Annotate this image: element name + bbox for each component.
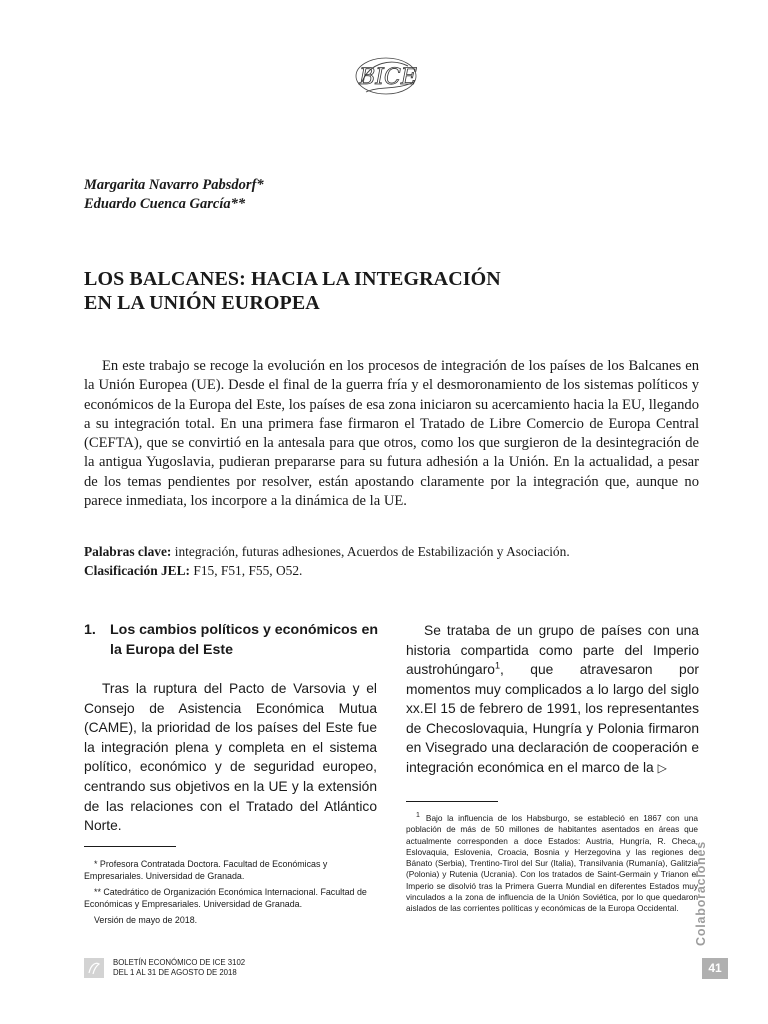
footnote-divider-left (84, 846, 176, 847)
paragraph-2-text-a: Se trataba de un grupo de países con una historia compartida como parte del Imperio austrohúngaro (406, 623, 699, 677)
jel-value: F15, F51, F55, O52. (193, 563, 303, 578)
keywords-label: Palabras clave: (84, 544, 172, 559)
journal-name: BOLETÍN ECONÓMICO DE ICE 3102 (113, 958, 246, 967)
footnote-divider-right (406, 801, 498, 802)
keywords-line (84, 542, 704, 561)
author-2: Eduardo Cuenca García** (84, 196, 246, 212)
logo-letters: BICE (359, 65, 417, 90)
body-paragraph-3 (406, 699, 699, 778)
author-1: Margarita Navarro Pabsdorf* (84, 177, 264, 193)
jel-label: Clasificación JEL: (84, 563, 191, 578)
footnote-1 (406, 813, 698, 915)
footnote-author-2: ** Catedrático de Organización Económica Internacional. Facultad de Económicas y Empresariales. Universidad de Granada. (84, 887, 367, 909)
article-title (84, 267, 501, 315)
section-side-label: Colaboraciones (694, 841, 708, 946)
keywords-block (84, 542, 704, 580)
page-number: 41 (702, 958, 728, 979)
footnote-author-1: * Profesora Contratada Doctora. Facultad de Económicas y Empresariales. Universidad de Granada. (84, 859, 328, 881)
section-heading (84, 621, 384, 661)
section-title: Los cambios políticos y económicos en la Europa del Este (110, 622, 379, 658)
bice-small-logo-icon (84, 958, 104, 978)
paragraph-2-text-b: , que atravesaron por momentos muy complicados a lo largo del siglo xx. (406, 662, 699, 716)
keywords-value: integración, futuras adhesiones, Acuerdos de Estabilización y Asociación. (174, 544, 570, 559)
author-footnotes (84, 858, 378, 930)
footnote-ref-1[interactable]: 1 (494, 660, 500, 671)
footnote-version: Versión de mayo de 2018. (94, 915, 198, 925)
footnote-1-number: 1 (416, 812, 420, 820)
footnote-1-text: Bajo la influencia de los Habsburgo, se estableció en 1867 con una población de más de 50 millones de habitantes asentados en áreas que actualmente corresponden a doce Estados: Austria, Hungría, R. Checa, Eslovaquia, Eslovenia, Croacia, Bosnia y Herzegovina y las regiones de Bánato (Serbia), Trentino-Tirol del Sur (Italia), Transilvania (Rumanía), Galitzia (Polonia) y Rutenia (Ucrania). Con los tratados de Saint-Germain y Trianon el Imperio se disolvió tras la Primera Guerra Mundial en diferentes Estados muy vinculados a la zona de influencia de la Unión Soviética, por lo que quedaron aislados de las corrientes políticas y económicas de la Europa Occidental. (406, 813, 698, 914)
journal-footer (113, 958, 245, 978)
continue-arrow-icon: ▷ (657, 760, 667, 775)
jel-line (84, 561, 704, 580)
title-line-2: EN LA UNIÓN EUROPEA (84, 292, 320, 314)
section-number: 1. (84, 622, 96, 638)
journal-dates: DEL 1 AL 31 DE AGOSTO DE 2018 (113, 968, 237, 977)
title-line-1: LOS BALCANES: HACIA LA INTEGRACIÓN (84, 268, 501, 290)
bice-monogram-icon (352, 52, 422, 100)
body-paragraph-1: Tras la ruptura del Pacto de Varsovia y el Consejo de Asistencia Económica Mutua (CAME), la prioridad de los países del Este fue la integración plena y completa en el sistema político, económico y de seguridad europeo, centrando sus objetivos en la UE y la extensión de las relaciones con el Tratado del Atlántico Norte. (84, 681, 377, 834)
paragraph-3-text: El 15 de febrero de 1991, los representantes de Checoslovaquia, Hungría y Polonia firmaron en Visegrado una declaración de cooperación e integración económica en el marco de la (406, 701, 699, 775)
abstract: En este trabajo se recoge la evolución en los procesos de integración de los países de los Balcanes en la Unión Europea (UE). Desde el final de la guerra fría y el desmoronamiento de los sistemas políticos y económicos de la Europa del Este, los países de esa zona iniciaron su acercamiento hacia la EU, llegando a su integración total. En una primera fase firmaron el Tratado de Libre Comercio de Europa Central (CEFTA), que se convirtió en la antesala para que otros, como los que surgieron de la desintegración de la antigua Yugoslavia, pudieran prepararse para su futura adhesión a la Unión. En la actualidad, a pesar de los temas pendientes por resolver, están apostando claramente por la integración que, aunque no parece inmediata, los incorpore a la dinámica de la UE. (84, 358, 699, 510)
authors (84, 176, 264, 214)
